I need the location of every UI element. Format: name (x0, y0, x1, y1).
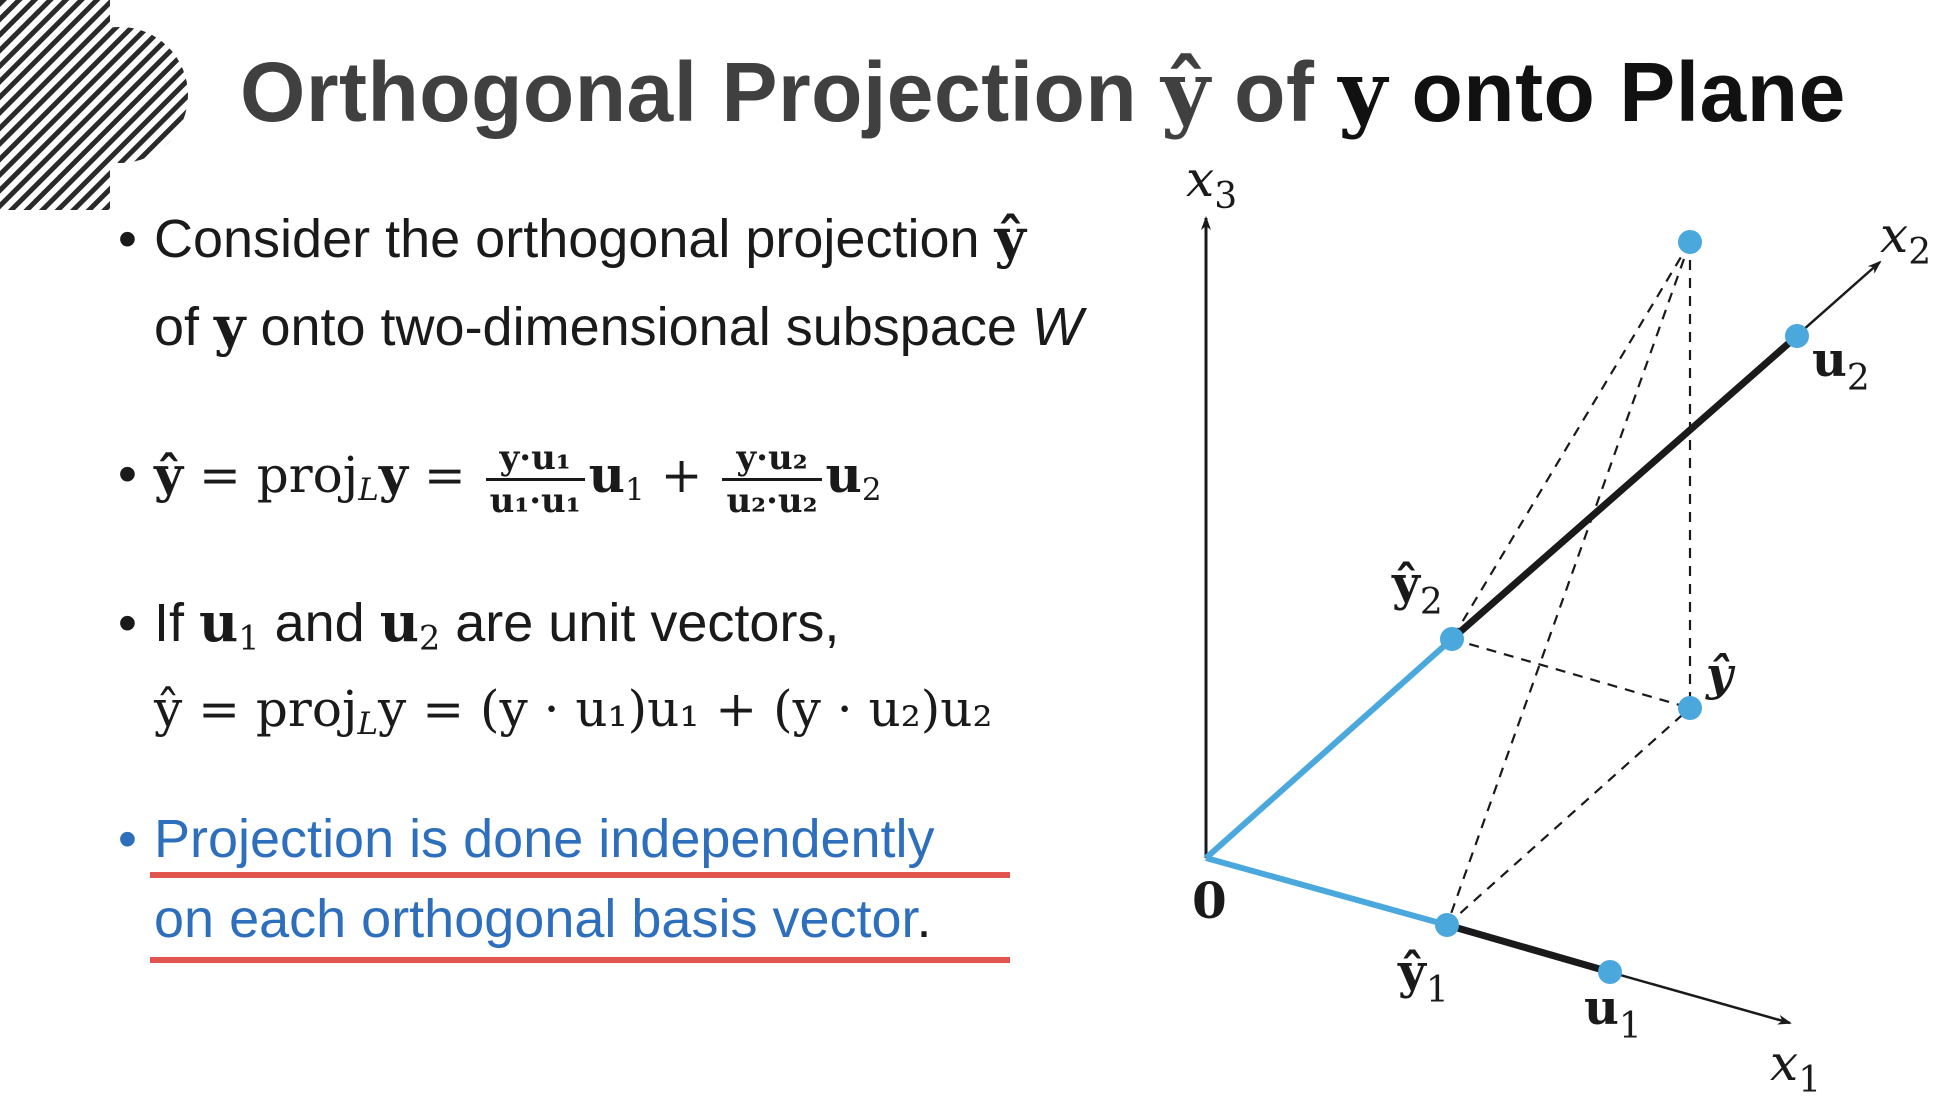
dashed-y-to-yhat2 (1452, 242, 1690, 639)
basis-segment-u2 (1452, 336, 1797, 639)
bullet-unit-vectors-formula: ŷ = proj$_L$y = (y · u₁)u₁ + (y · u₂)u₂ (154, 680, 993, 742)
label-x1: $x_1$ (1770, 1034, 1822, 1101)
projection-segment-yhat2 (1206, 639, 1452, 858)
fraction-u1: $\frac{\text{y·u₁}}{\text{u₁·u₁}}$ (486, 438, 585, 521)
bullet-independent-projection: • Projection is done independently (118, 809, 935, 869)
bullet-projection-formula: • ŷ = proj$_L$y = $\frac{\text{y·u₁}}{\text{u₁·u₁}}$ $u_1$ + $\frac{\text{y·u₂}}{\text{u₂·u₂}}$ $u_2$ (118, 437, 882, 521)
label-origin: 0 (1192, 871, 1227, 930)
point-y (1678, 230, 1702, 254)
label-yhat2: $ŷ_2$ (1392, 556, 1443, 623)
dashed-yhat1-to-yhat (1447, 708, 1690, 925)
label-x2: $x_2$ (1880, 206, 1932, 273)
label-u2: $u_2$ (1812, 332, 1870, 399)
bullet-unit-vectors: • If $u_1$ and $u_2$ are unit vectors, (118, 590, 840, 658)
point-yhat (1678, 696, 1702, 720)
bullet-projection-intro-line2: of y onto two-dimensional subspace W (154, 294, 1083, 358)
point-u2 (1785, 324, 1809, 348)
dashed-yhat2-to-yhat (1452, 639, 1690, 708)
projection-segment-yhat1 (1206, 858, 1447, 925)
fraction-u2: $\frac{\text{y·u₂}}{\text{u₂·u₂}}$ (722, 438, 821, 521)
basis-segment-u1 (1447, 925, 1610, 972)
point-yhat2 (1440, 627, 1464, 651)
label-yhat1: $ŷ_1$ (1398, 944, 1449, 1011)
page-title: Orthogonal Projection ŷ of y onto Plane (240, 42, 1846, 141)
label-x3: $x_3$ (1186, 150, 1238, 217)
bullet-projection-intro: • Consider the orthogonal projection ŷ (118, 206, 1026, 270)
label-u1: $u_1$ (1584, 980, 1642, 1047)
dashed-y-to-yhat1 (1447, 242, 1690, 925)
point-yhat1 (1435, 913, 1459, 937)
label-yhat: ŷ (1706, 647, 1733, 701)
bullet-independent-projection-line2: on each orthogonal basis vector. (154, 889, 932, 949)
